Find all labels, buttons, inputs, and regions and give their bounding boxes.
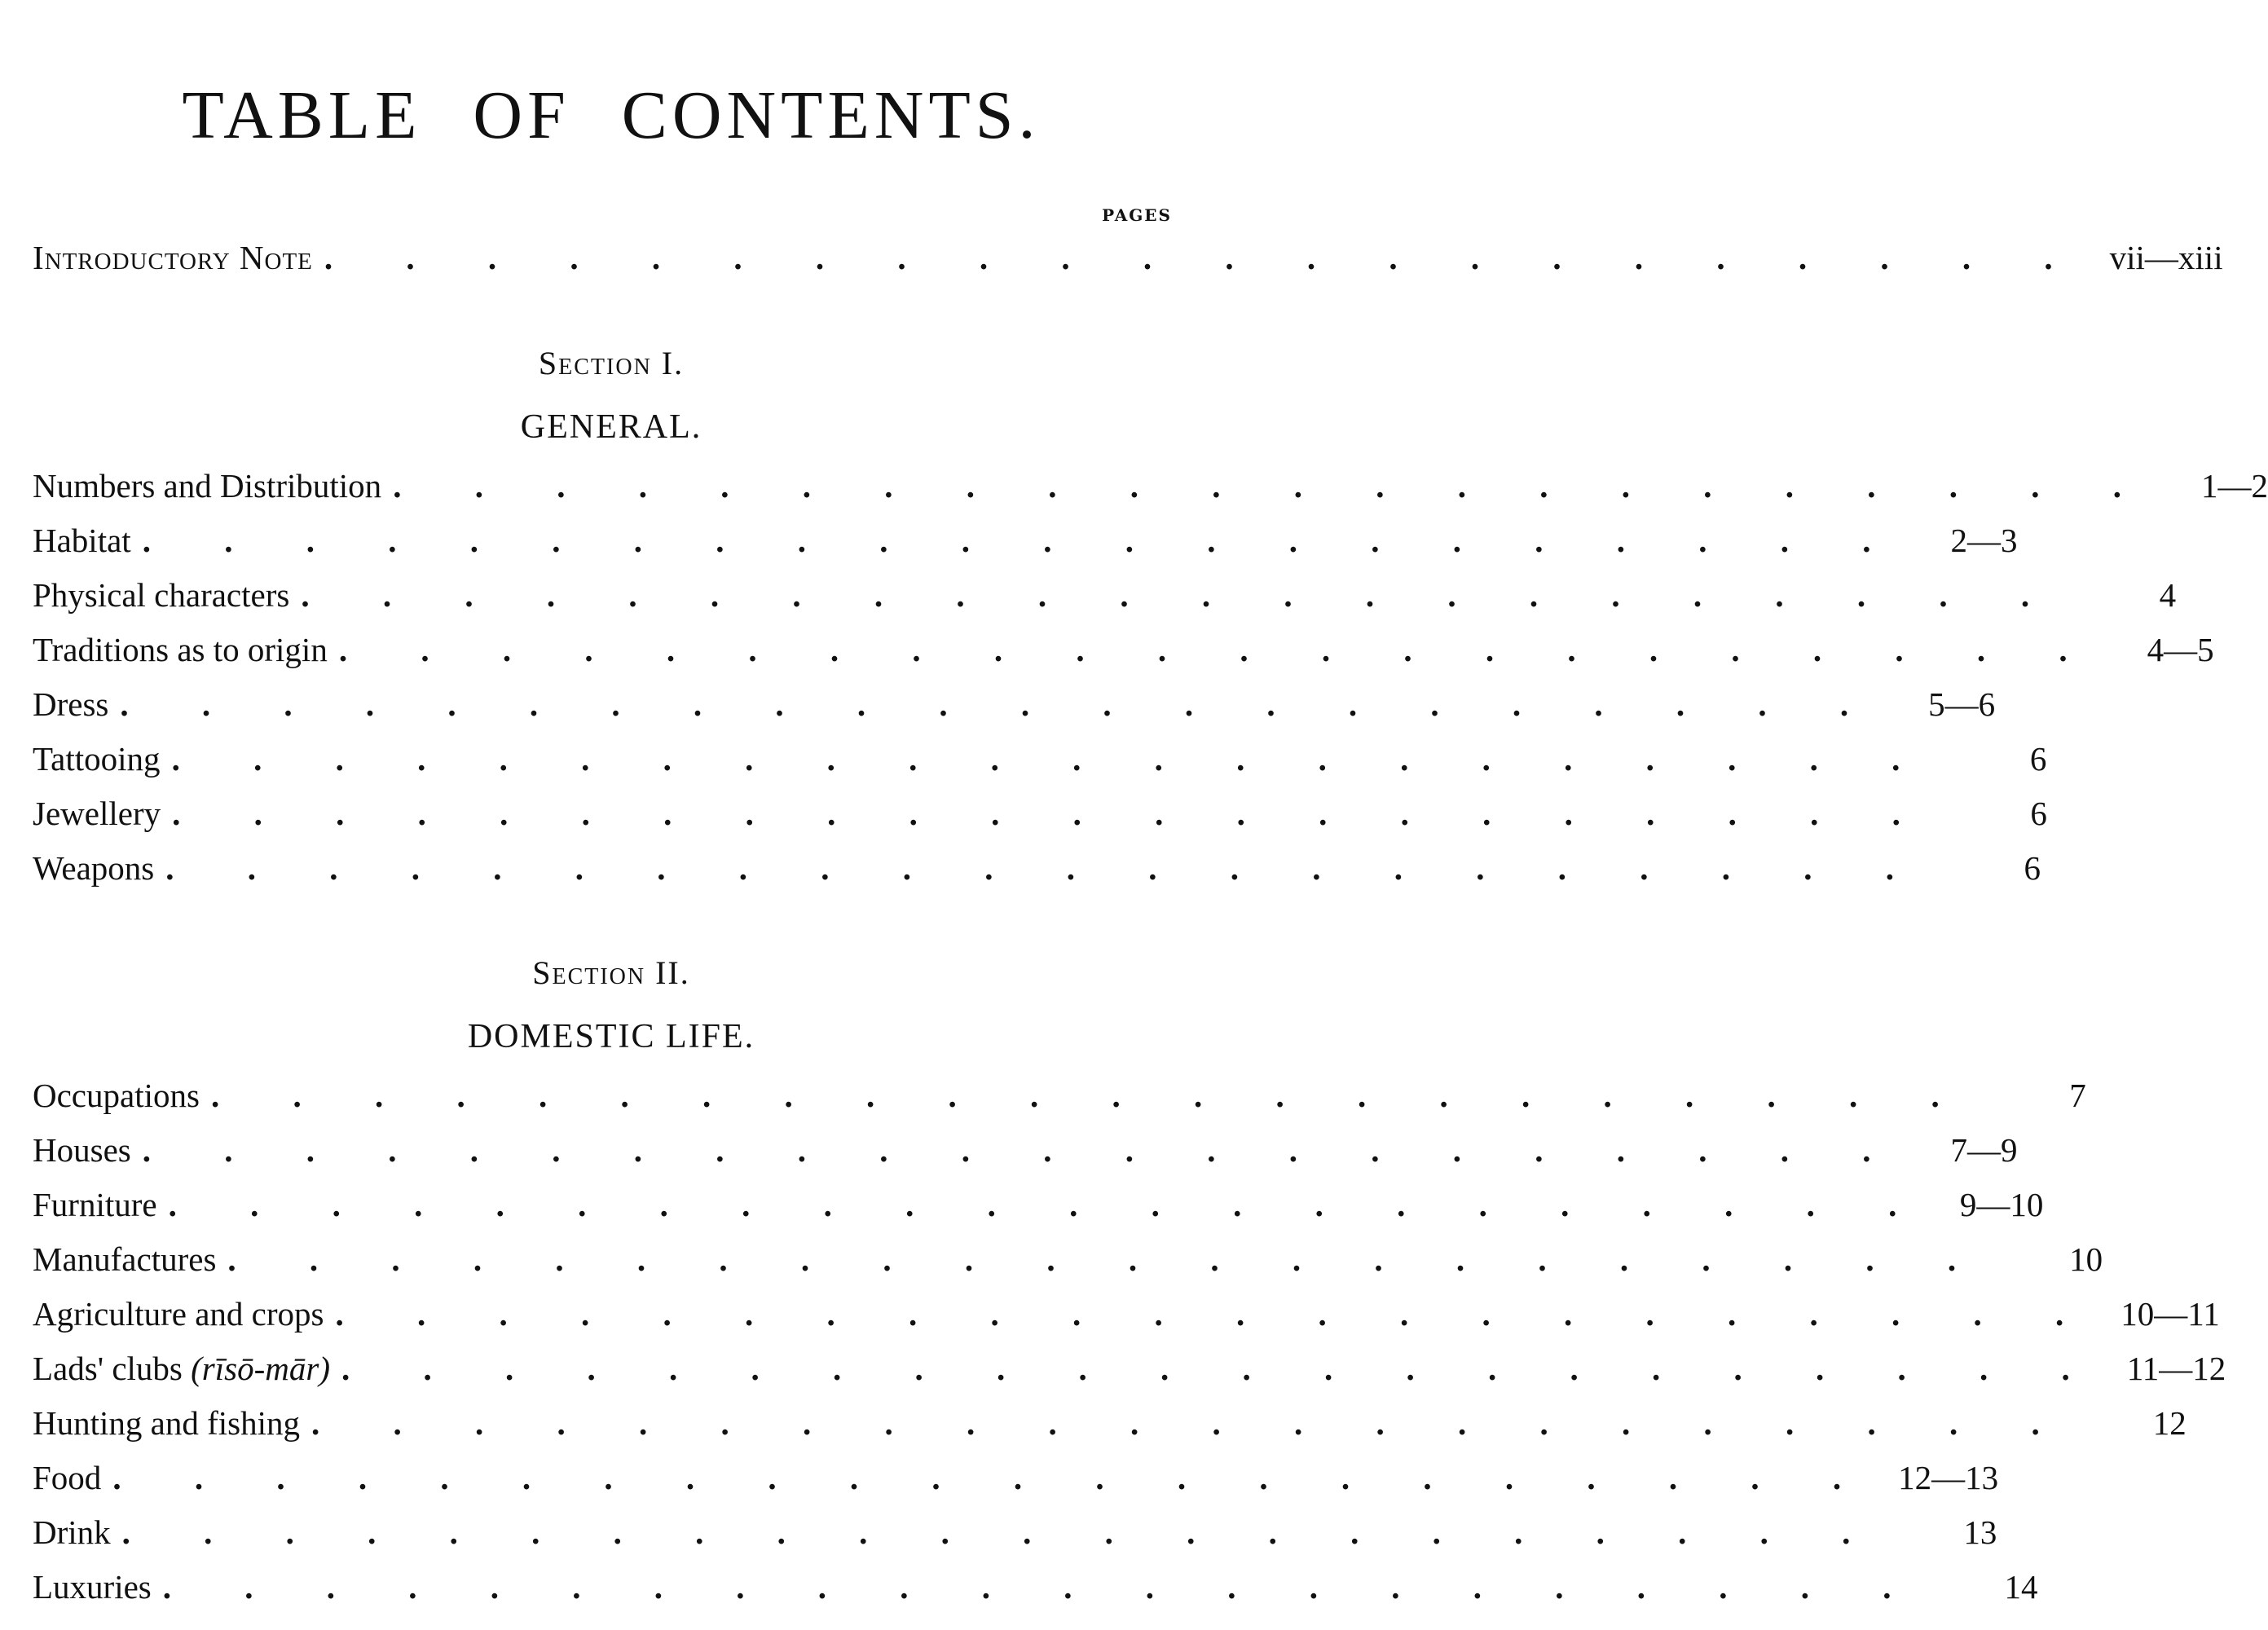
toc-entry-pages: 4—5 xyxy=(2147,631,2214,668)
toc-entry-label: Drink xyxy=(33,1513,111,1551)
dot-leader: . . . . . . . . . . . . . . . . . . . . . . xyxy=(142,522,1904,559)
toc-entry[interactable] xyxy=(33,848,2041,889)
toc-entry-label: Furniture xyxy=(33,1186,157,1223)
toc-entry[interactable] xyxy=(33,1513,1997,1553)
dot-leader: . . . . . . . . . . . . . . . . . . . . . . xyxy=(171,740,1933,778)
pages-column-heading: PAGES xyxy=(1102,205,1172,225)
toc-entry[interactable] xyxy=(33,630,2214,671)
toc-entry-pages: 7 xyxy=(2069,1077,2086,1114)
toc-entry-pages: 1—2 xyxy=(2200,467,2268,504)
toc-entry-pages: 7—9 xyxy=(1950,1131,2018,1169)
page-title: TABLE OF CONTENTS. xyxy=(182,77,1041,153)
toc-entry[interactable] xyxy=(33,1403,2187,1444)
toc-entry-introductory-note[interactable] xyxy=(33,238,2223,279)
dot-leader: . . . . . . . . . . . . . . . . . . . . . . xyxy=(324,239,2085,276)
dot-leader: . . . . . . . . . . . . . . . . . . . . . . xyxy=(172,795,1933,832)
dot-leader: . . . . . . . . . . . . . . . . . . . . . . xyxy=(168,1186,1930,1223)
toc-entry[interactable] xyxy=(33,1458,1999,1499)
toc-entry-label: Occupations xyxy=(33,1077,200,1114)
dot-leader: . . . . . . . . . . . . . . . . . . . . . . xyxy=(165,849,1927,887)
section-heading: GENERAL. xyxy=(520,408,702,446)
toc-entry[interactable] xyxy=(33,1076,2086,1117)
dot-leader: . . . . . . . . . . . . . . . . . . . . . . xyxy=(142,1131,1904,1169)
toc-entry[interactable] xyxy=(33,1294,2220,1335)
dot-leader: . . . . . . . . . . . . . . . . . . . . . . xyxy=(338,631,2100,668)
toc-entry-pages: 10—11 xyxy=(2120,1295,2220,1333)
dot-leader: . . . . . . . . . . . . . . . . . . . . . . xyxy=(227,1240,1989,1278)
toc-entry-label: Tattooing xyxy=(33,740,161,778)
dot-leader: . . . . . . . . . . . . . . . . . . . . . . xyxy=(341,1350,2103,1387)
dot-leader: . . . . . . . . . . . . . . . . . . . . . . xyxy=(301,576,2063,614)
toc-entry-label: Dress xyxy=(33,685,109,723)
dot-leader: . . . . . . . . . . . . . . . . . . . . . . xyxy=(120,685,1882,723)
dot-leader: . . . . . . . . . . . . . . . . . . . . . . xyxy=(121,1513,1883,1551)
toc-entry-label: Agriculture and crops xyxy=(33,1295,324,1333)
toc-entry-pages: 6 xyxy=(2030,795,2047,832)
toc-entry[interactable] xyxy=(33,1240,2103,1280)
toc-entry-label: Introductory Note xyxy=(33,239,313,276)
dot-leader: . . . . . . . . . . . . . . . . . . . . . . xyxy=(210,1077,1972,1114)
toc-entry-label: Manufactures xyxy=(33,1240,217,1278)
toc-entry-label: Traditions as to origin xyxy=(33,631,328,668)
toc-entry-pages: 2—3 xyxy=(1950,522,2018,559)
section-heading: DOMESTIC LIFE. xyxy=(467,1018,755,1055)
toc-entry-label-text: Lads' clubs xyxy=(33,1350,183,1387)
toc-entry-label-italic: (rīsō-mār) xyxy=(191,1350,330,1387)
toc-entry-label: Hunting and fishing xyxy=(33,1404,300,1442)
dot-leader: . . . . . . . . . . . . . . . . . . . . . . xyxy=(393,467,2154,504)
toc-entry[interactable] xyxy=(33,685,1996,725)
toc-entry-pages: 14 xyxy=(2004,1568,2038,1606)
dot-leader: . . . . . . . . . . . . . . . . . . . . . . xyxy=(310,1404,2072,1442)
toc-entry-pages: 12 xyxy=(2152,1404,2187,1442)
section-label: Section I. xyxy=(538,345,685,381)
toc-entry-pages: 13 xyxy=(1963,1513,1997,1551)
toc-entry-pages: 6 xyxy=(2029,740,2047,778)
toc-entry-pages: 11—12 xyxy=(2126,1350,2226,1387)
toc-entry-label: Weapons xyxy=(33,849,155,887)
toc-entry-label: Habitat xyxy=(33,522,131,559)
toc-entry-pages: 5—6 xyxy=(1928,685,1996,723)
toc-entry[interactable] xyxy=(33,466,2268,507)
toc-entry[interactable] xyxy=(33,739,2047,780)
toc-entry-pages: 6 xyxy=(2024,849,2041,887)
toc-entry-label: Numbers and Distribution xyxy=(33,467,382,504)
toc-entry-label: Houses xyxy=(33,1131,131,1169)
toc-entry[interactable] xyxy=(33,794,2047,835)
toc-entry[interactable] xyxy=(33,1130,2018,1171)
toc-entry-pages: 4 xyxy=(2159,576,2177,614)
section-label: Section II. xyxy=(532,954,690,991)
toc-entry-pages: 9—10 xyxy=(1959,1186,2044,1223)
toc-entry[interactable] xyxy=(33,1185,2044,1226)
toc-entry[interactable] xyxy=(33,521,2018,562)
toc-entry-label: Food xyxy=(33,1459,102,1496)
toc-entry-pages: vii—xiii xyxy=(2109,239,2223,276)
dot-leader: . . . . . . . . . . . . . . . . . . . . . . xyxy=(162,1568,1924,1606)
toc-entry[interactable] xyxy=(33,575,2177,616)
toc-entry[interactable] xyxy=(33,1349,2226,1390)
toc-entry[interactable] xyxy=(33,1567,2038,1608)
dot-leader: . . . . . . . . . . . . . . . . . . . . . . xyxy=(335,1295,2097,1333)
toc-entry-label: Luxuries xyxy=(33,1568,152,1606)
dot-leader: . . . . . . . . . . . . . . . . . . . . . . xyxy=(112,1459,1874,1496)
toc-entry-pages: 10 xyxy=(2069,1240,2103,1278)
toc-entry-label xyxy=(33,1349,341,1388)
toc-entry-label: Jewellery xyxy=(33,795,161,832)
toc-entry-pages: 12—13 xyxy=(1898,1459,1999,1496)
toc-entry-label: Physical characters xyxy=(33,576,290,614)
